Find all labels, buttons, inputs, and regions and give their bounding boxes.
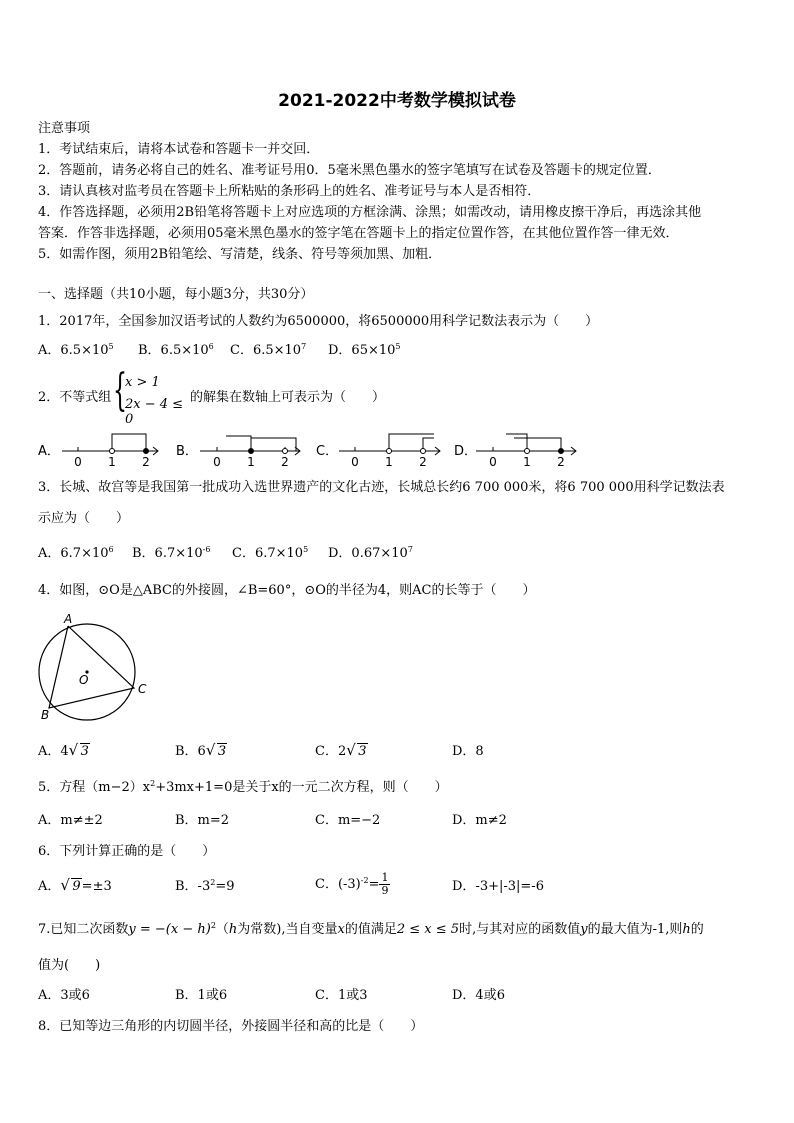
number-line-a — [62, 434, 158, 455]
point-c-label: C — [138, 682, 147, 696]
inequality-row-1: x > 1 — [125, 375, 160, 390]
question-5-stem: 5．方程$(m-2)x^2+3mx+1=0$是关于x的一元二次方程，则（ ） — [38, 779, 448, 795]
tick-label: 1 — [247, 455, 255, 469]
option-d: D．$65\times 10^5$ — [328, 342, 401, 358]
inequality-row-2: 2x − 4 ≤ 0 — [125, 397, 184, 427]
option-c: C．$6.7\times 10^5$ — [232, 545, 309, 561]
brace: { — [113, 365, 127, 416]
tick-label: 1 — [523, 455, 531, 469]
option-d: D．$0.67\times 10^7$ — [328, 545, 413, 561]
question-8-stem: 8．已知等边三角形的内切圆半径，外接圆半径和高的比是（ ） — [38, 1019, 424, 1034]
tick-label: 1 — [108, 455, 116, 469]
note-item: 答案．作答非选择题，必须用05毫米黑色墨水的签字笔在答题卡上的指定位置作答，在其他位置作答一律无效． — [38, 226, 679, 241]
option-b: B．$6.5\times 10^6$ — [138, 342, 214, 358]
option-c: C．$6.5\times 10^7$ — [230, 342, 307, 358]
option-b-label: B． — [176, 444, 198, 459]
question-2-prefix: 2．不等式组 — [38, 390, 112, 405]
notes-heading: 注意事项 — [38, 121, 91, 136]
number-line-b — [200, 436, 300, 455]
tick-label: 2 — [419, 455, 427, 469]
option-c: C．2√ 3 — [315, 743, 368, 761]
option-d: D．8 — [452, 744, 484, 759]
tick-label: 0 — [351, 455, 359, 469]
number-line-d — [476, 434, 576, 455]
option-b: B．1或6 — [175, 988, 228, 1003]
tick-label: 0 — [74, 455, 82, 469]
question-3-stem-cont: 示应为（ ） — [38, 511, 130, 526]
tick-label: 1 — [385, 455, 393, 469]
note-item: 1．考试结束后，请将本试卷和答题卡一并交回． — [38, 142, 320, 157]
question-2-suffix: 的解集在数轴上可表示为（ ） — [190, 390, 386, 405]
option-b: B．$6.7\times 10^{-6}$ — [132, 545, 211, 561]
option-b: B．6√ 3 — [175, 743, 227, 761]
option-c: C．1或3 — [315, 988, 368, 1003]
option-a: A．3或6 — [38, 988, 90, 1003]
page-title: 2021-2022中考数学模拟试卷 — [278, 91, 516, 111]
question-7-stem: 7.已知二次函数$y = -(x - h)^2(h$为常数),当自变量x的值满足2 ≤ x ≤ 5时,与其对应的函数值y的最大值为-1,则h的 — [38, 921, 704, 937]
note-item: 4．作答选择题，必须用2B铅笔将答题卡上对应选项的方框涂满、涂黑；如需改动，请用橡皮擦干净后，再选涂其他 — [38, 205, 702, 220]
tick-label: 2 — [281, 455, 289, 469]
question-7-stem-cont: 值为( ) — [38, 958, 101, 973]
question-4-stem: 4．如图，⊙O是△ABC的外接圆，∠B=60°，⊙O的半径为4，则AC的长等于（ ） — [38, 583, 536, 598]
option-c: C．m=−2 — [315, 813, 381, 828]
option-a: A．4√ 3 — [38, 743, 90, 761]
point-a-label: A — [64, 612, 73, 626]
question-6-stem: 6．下列计算正确的是（ ） — [38, 844, 216, 859]
tick-label: 2 — [142, 455, 150, 469]
section-heading: 一、选择题（共10小题，每小题3分，共30分） — [38, 287, 314, 302]
option-a: A．m≠±2 — [38, 813, 103, 828]
tick-label: 2 — [557, 455, 565, 469]
note-item: 3．请认真核对监考员在答题卡上所粘贴的条形码上的姓名、准考证号与本人是否相符． — [38, 184, 541, 199]
option-b: B．$-3^2=9$ — [175, 878, 235, 894]
inequality-system — [113, 365, 193, 427]
question-1-stem: 1．2017年，全国参加汉语考试的人数约为6500000，将6500000用科学记数法表示为（ ） — [38, 314, 599, 329]
point-b-label: B — [41, 708, 50, 722]
point-o-label: O — [79, 673, 89, 687]
option-a: A．$6.7\times 10^6$ — [38, 545, 114, 561]
option-a: A．$6.5\times 10^5$ — [38, 342, 114, 358]
note-item: 2．答题前，请务必将自己的姓名、准考证号用0．5毫米黑色墨水的签字笔填写在试卷及答题卡的规定位置． — [38, 163, 661, 178]
option-b: B．m=2 — [175, 813, 230, 828]
option-d: D．4或6 — [452, 988, 505, 1003]
option-c-label: C． — [316, 444, 339, 459]
option-a-label: A． — [38, 444, 60, 459]
number-line-c — [339, 434, 440, 455]
circle-figure — [36, 612, 152, 724]
option-c: C．$(-3)^{-2}=$ $\frac{1}{9}$ — [315, 871, 389, 897]
option-d: D．m≠2 — [452, 813, 507, 828]
question-3-stem: 3．长城、故宫等是我国第一批成功入选世界遗产的文化古迹，长城总长约6 700 000米，将6 700 000用科学记数法表 — [38, 480, 725, 495]
option-d-label: D． — [454, 444, 478, 459]
tick-label: 0 — [213, 455, 221, 469]
option-a: A．√ 9=±3 — [38, 878, 112, 896]
number-line-options — [36, 428, 596, 470]
option-d: D．-3+|-3|=-6 — [452, 879, 544, 894]
note-item: 5．如需作图，须用2B铅笔绘、写清楚，线条、符号等须加黑、加粗． — [38, 247, 442, 262]
tick-label: 0 — [489, 455, 497, 469]
